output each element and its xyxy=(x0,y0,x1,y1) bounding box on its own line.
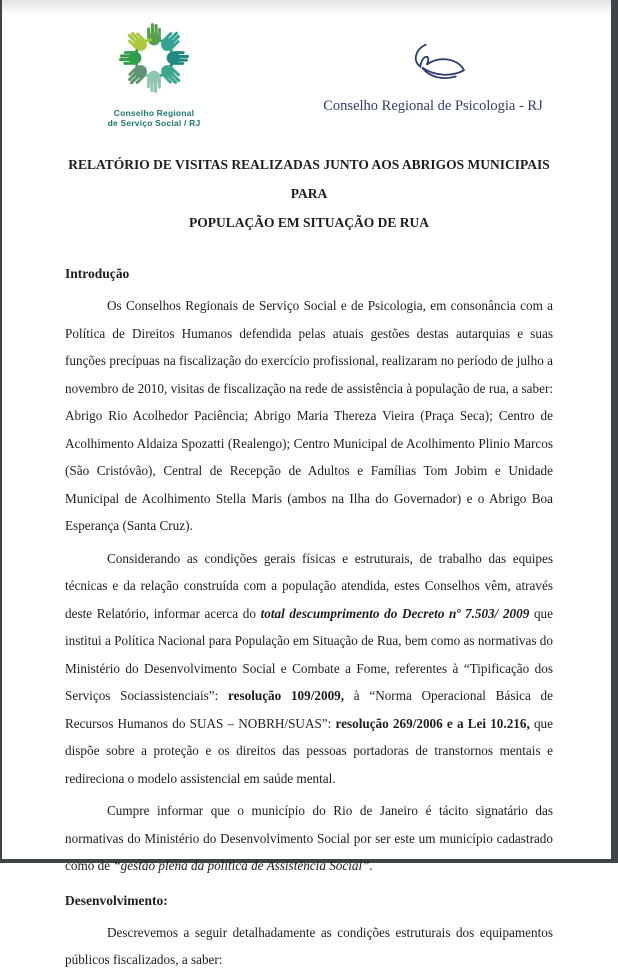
cress-logo-caption-line2: de Serviço Social / RJ xyxy=(107,118,201,128)
cress-logo-caption xyxy=(95,108,213,128)
paragraph-descumprimento: Considerando as condições gerais físicas e estruturais, de trabalho das equipes técnicas e da relação construída com a população atendida, estes Conselhos vêm, através deste Relatório, informar acerca do total descumprimento do Decreto nº 7.503/ 2009 que institui a Política Nacional para População em Situação de Rua, bem como as normativas do Ministério do Desenvolvimento Social e Combate a Fome, referentes à “Tipificação dos Serviços Sociassistenciais”: resolução 109/2009, à “Norma Operacional Básica de Recursos Humanos do SUAS – NOBRH/SUAS”: resolução 269/2006 e a Lei 10.216, que dispõe sobre a proteção e os direitos das pessoas portadoras de transtornos mentais e redireciona o modelo assistencial em saúde mental. xyxy=(65,550,553,786)
page-content xyxy=(2,0,611,967)
cress-logo xyxy=(95,14,213,128)
section-heading-desenvolvimento: Desenvolvimento: xyxy=(65,892,168,908)
bird-sketch-icon xyxy=(383,41,483,93)
hands-circle-icon xyxy=(100,14,208,102)
crp-logo-caption: Conselho Regional de Psicologia - RJ xyxy=(323,98,543,114)
paragraph-descrevemos: Descrevemos a seguir detalhadamente as condições estruturais dos equipamentos públicos fiscalizados, a saber: xyxy=(65,924,553,967)
paragraph-visitas: Os Conselhos Regionais de Serviço Social e de Psicologia, em consonância com a Política de Direitos Humanos defendida pelas atuais gestões destas autarquias e suas funções precípuas na fiscalização do exercício profissional, realizaram no período de julho a novembro de 2010, visitas de fiscalização na rede de assistência à população de rua, a saber: Abrigo Rio Acolhedor Paciência; Abrigo Maria Thereza Vieira (Praça Seca); Centro de Acolhimento Aldaiza Spozatti (Realengo); Centro Municipal de Acolhimento Plinio Marcos (São Cristóvão), Central de Recepção de Adultos e Famílias Tom Jobim e Unidade Municipal de Acolhimento Stella Maris (ambos na Ilha do Governador) e o Abrigo Boa Esperança (Santa Cruz). xyxy=(65,298,553,533)
report-title-line1: RELATÓRIO DE VISITAS REALIZADAS JUNTO AOS ABRIGOS MUNICIPAIS PARA xyxy=(68,157,550,201)
page-right-edge xyxy=(611,0,618,863)
cress-logo-caption-line1: Conselho Regional xyxy=(113,108,195,118)
paragraph-municipio: Cumpre informar que o município do Rio de Janeiro é tácito signatário das normativas do Ministério do Desenvolvimento Social por ser este um município cadastrado como de “gestão plena da política de Assistência Social”. xyxy=(65,803,553,873)
report-title xyxy=(65,150,553,237)
crp-logo xyxy=(313,41,553,114)
page-header xyxy=(65,26,553,128)
section-heading-introducao: Introdução xyxy=(65,266,130,281)
report-title-line2: POPULAÇÃO EM SITUAÇÃO DE RUA xyxy=(188,215,429,230)
